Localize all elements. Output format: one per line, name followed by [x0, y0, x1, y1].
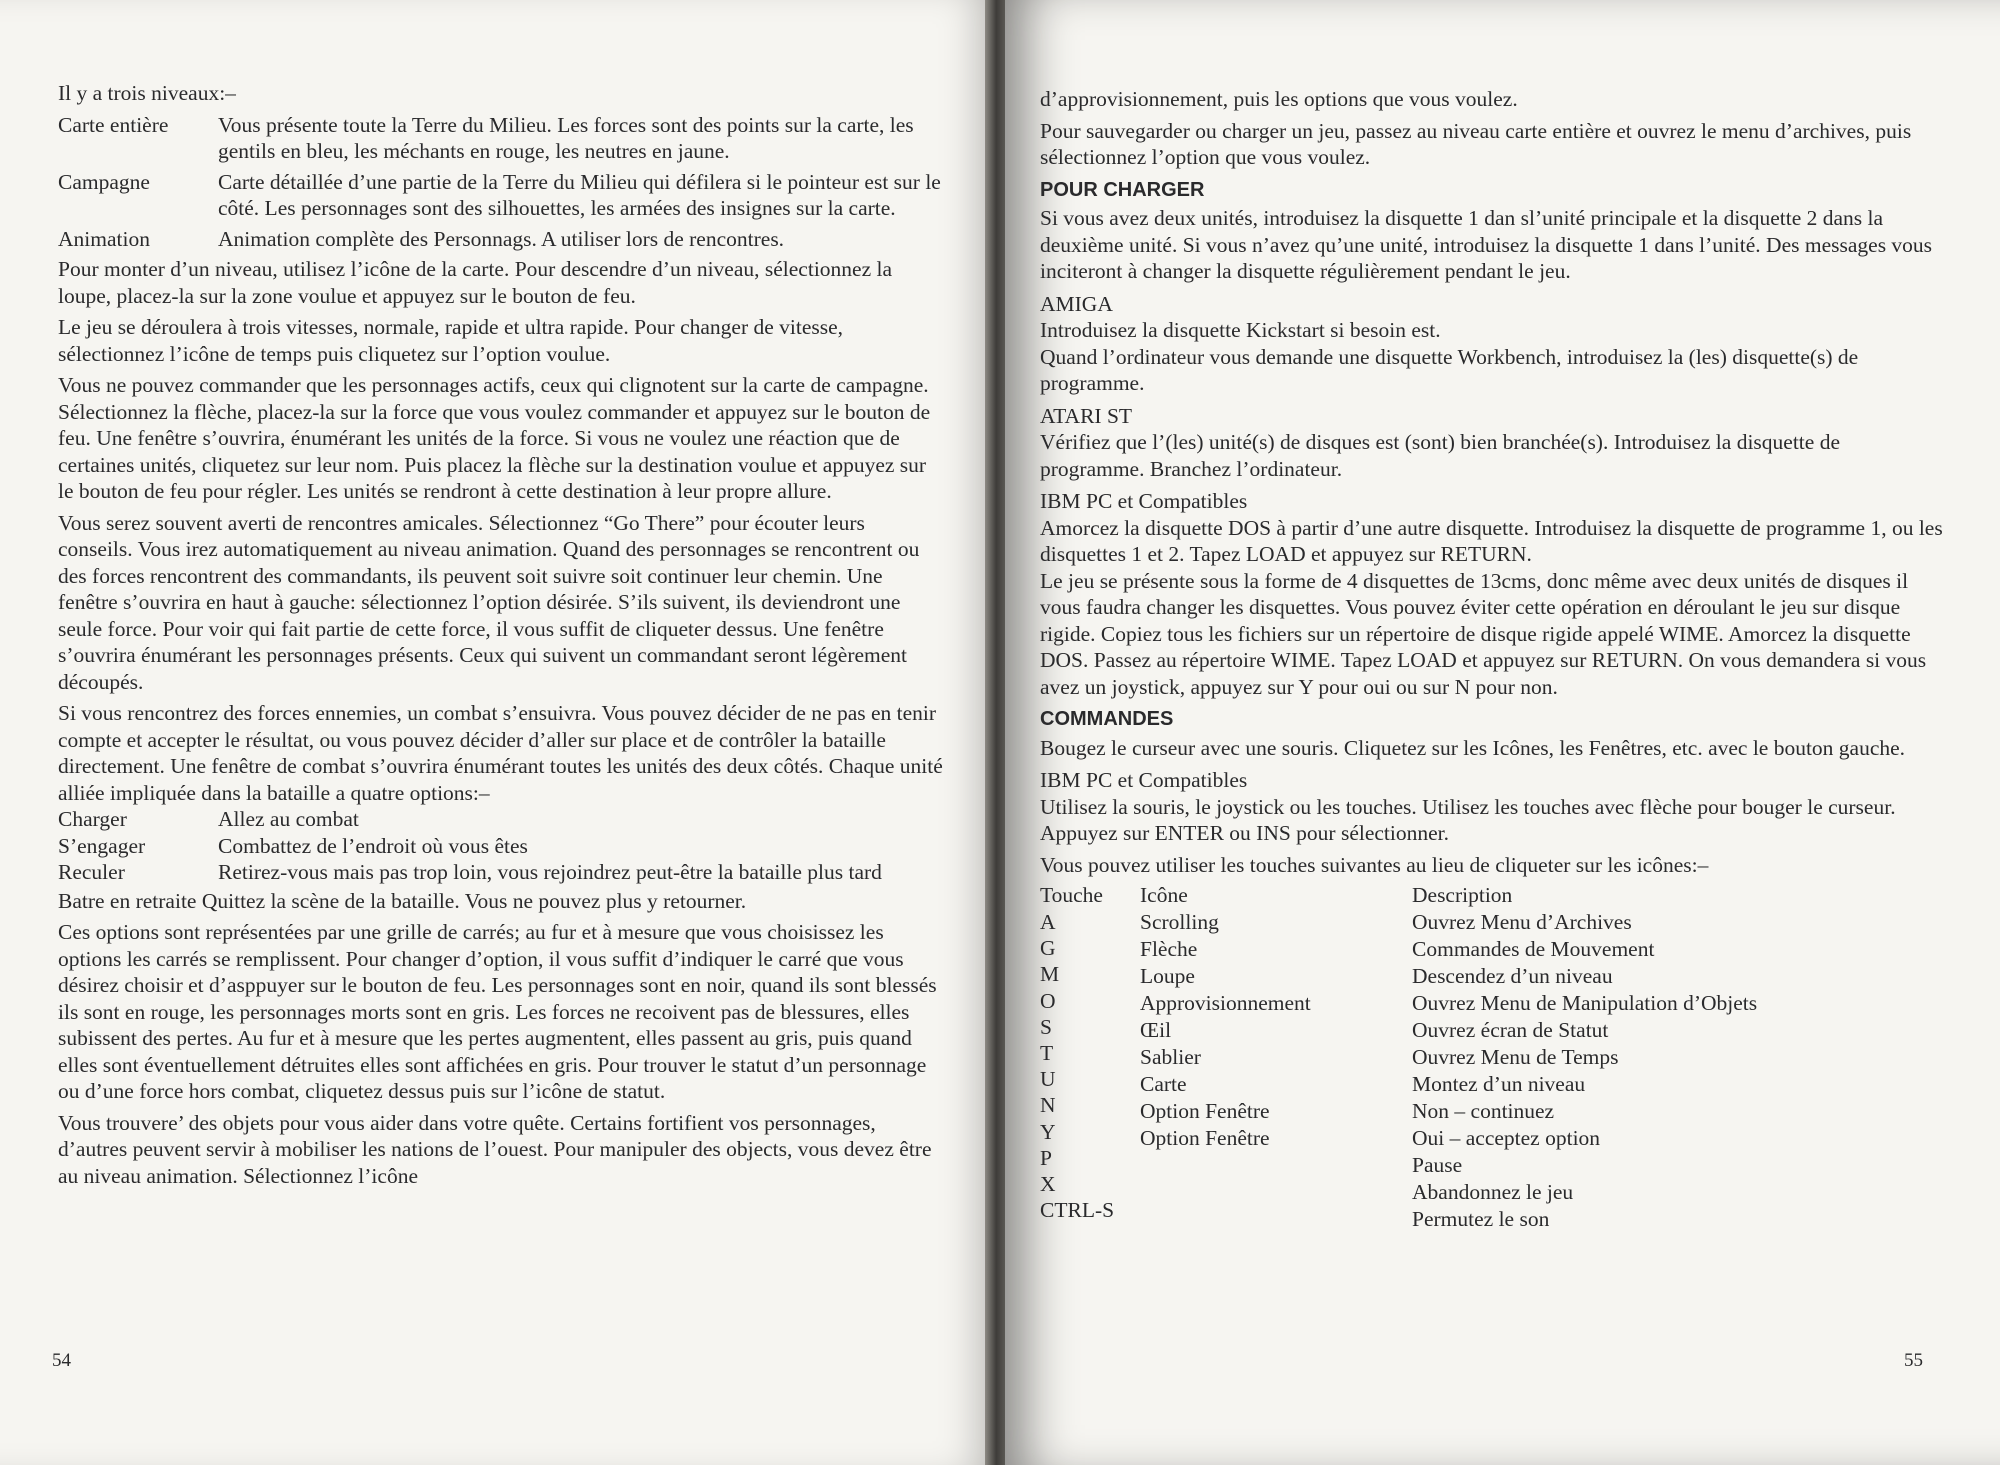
key-table: [1040, 882, 1945, 1233]
level-entry: [58, 169, 943, 222]
table-cell-icon: Option Fenêtre: [1140, 1126, 1270, 1150]
level-entry: [58, 112, 943, 165]
table-cell-description: Descendez d’un niveau: [1412, 964, 1613, 988]
table-cell-key: T: [1040, 1040, 1054, 1065]
table-cell-key: A: [1040, 910, 1056, 934]
option-entry: [58, 859, 943, 886]
table-cell-description: Pause: [1412, 1153, 1463, 1177]
table-header-description: Description: [1412, 883, 1513, 907]
table-header-icon: Icône: [1140, 883, 1188, 907]
table-cell-icon: Œil: [1140, 1018, 1172, 1042]
level-desc: Animation complète des Personnags. A utiliser lors de rencontres.: [218, 226, 785, 251]
option-term: S’engager: [58, 833, 146, 858]
table-cell-key: P: [1040, 1145, 1052, 1170]
option-entry: [58, 833, 943, 860]
paragraph: Vérifiez que l’(les) unité(s) de disques est (sont) bien branchée(s). Introduisez la disquette de programme. Branchez l’ordinateur.: [1040, 430, 1840, 481]
left-page-content: [58, 80, 943, 1194]
paragraph: Le jeu se présente sous la forme de 4 disquettes de 13cms, donc même avec deux unités de disques il vous faudra changer les disquettes. Vous pouvez éviter cette opération en déroulant le jeu sur disque rigide. Copiez tous les fichiers sur un répertoire de disque rigide appelé WIME. Amorcez la disquette DOS. Passez au répertoire WIME. Tapez LOAD et appuyez sur RETURN. On vous demandera si vous avez un joystick, appuyez sur Y pour oui ou sur N pour non.: [1040, 568, 1927, 699]
page-number: 55: [1904, 1350, 1923, 1371]
paragraph: Pour sauvegarder ou charger un jeu, passez au niveau carte entière et ouvrez le menu d’archives, puis sélectionnez l’option que vous voulez.: [1040, 118, 1912, 169]
section-heading: COMMANDES: [1040, 708, 1174, 730]
table-cell-icon: Scrolling: [1140, 910, 1219, 934]
platform-label: AMIGA: [1040, 291, 1113, 316]
table-cell-description: Ouvrez Menu d’Archives: [1412, 910, 1632, 934]
table-cell-description: Abandonnez le jeu: [1412, 1180, 1574, 1204]
paragraph: Utilisez la souris, le joystick ou les touches. Utilisez les touches avec flèche pour bouger le curseur. Appuyez sur ENTER ou INS pour sélectionner.: [1040, 794, 1896, 845]
table-cell-key: Y: [1040, 1119, 1056, 1144]
table-cell-description: Non – continuez: [1412, 1099, 1555, 1123]
levels-intro: Il y a trois niveaux:–: [58, 81, 236, 105]
table-cell-key: S: [1040, 1014, 1052, 1039]
option-entry: [58, 806, 943, 833]
option-desc: Retirez-vous mais pas trop loin, vous rejoindrez peut-être la bataille plus tard: [218, 860, 882, 884]
table-cell-description: Commandes de Mouvement: [1412, 937, 1655, 961]
paragraph: Vous serez souvent averti de rencontres amicales. Sélectionnez “Go There” pour écouter leurs conseils. Vous irez automatiquement au niveau animation. Quand des personnages se rencontrent ou des forces rencontrent des commandants, ils peuvent soit suivre soit continuer leur chemin. Une fenêtre s’ouvrira en haut à gauche: sélectionnez l’option désirée. S’ils suivent, ils deviendront une seule force. Pour voir qui fait partie de cette force, il vous suffit de cliqueter dessus. Une fenêtre s’ouvrira énumérant les personnages présents. Ceux qui suivent un commandant seront légèrement découpés.: [58, 510, 920, 694]
description-column: [1412, 882, 1945, 1233]
option-desc: Allez au combat: [218, 807, 359, 831]
option-desc: Combattez de l’endroit où vous êtes: [218, 833, 528, 858]
paragraph: Bougez le curseur avec une souris. Cliquetez sur les Icônes, les Fenêtres, etc. avec le bouton gauche.: [1040, 735, 1906, 760]
platform-label: IBM PC et Compatibles: [1040, 768, 1248, 792]
table-cell-description: Ouvrez Menu de Manipulation d’Objets: [1412, 991, 1758, 1015]
table-cell-key: U: [1040, 1067, 1056, 1092]
table-cell-icon: Carte: [1140, 1072, 1187, 1096]
level-term: Carte entière: [58, 112, 169, 137]
paragraph: Quand l’ordinateur vous demande une disquette Workbench, introduisez la (les) disquette(s) de programme.: [1040, 344, 1859, 395]
section-heading: POUR CHARGER: [1040, 178, 1205, 201]
paragraph: Vous pouvez utiliser les touches suivantes au lieu de cliqueter sur les icônes:–: [1040, 852, 1709, 877]
paragraph: Pour monter d’un niveau, utilisez l’icône de la carte. Pour descendre d’un niveau, sélectionnez la loupe, placez-la sur la zone voulue et appuyez sur le bouton de feu.: [58, 257, 893, 308]
table-cell-icon: Option Fenêtre: [1140, 1099, 1270, 1123]
left-page: [0, 0, 990, 1465]
key-column: [1040, 882, 1140, 1233]
platform-label: IBM PC et Compatibles: [1040, 489, 1248, 513]
table-cell-key: X: [1040, 1171, 1056, 1196]
table-cell-icon: Sablier: [1140, 1045, 1201, 1069]
level-desc: Carte détaillée d’une partie de la Terre du Milieu qui défilera si le pointeur est sur le côté. Les personnages sont des silhouettes, les armées des insignes sur la carte.: [218, 169, 941, 220]
paragraph: Ces options sont représentées par une grille de carrés; au fur et à mesure que vous choisissez les options les carrés se remplissent. Pour changer d’option, il vous suffit d’indiquer le carré que vous désirez choisir et d’asppuyer sur le bouton de feu. Les personnages sont en noir, quand ils sont blessés ils sont en rouge, les personnages morts sont en gris. Les forces ne recoivent pas de blessures, elles subissent des pertes. Au fur et à mesure que les pertes augmentent, elles passent au gris, puis quand elles sont éventuellement détruites elles sont affichées en gris. Pour trouver le statut d’un personnage ou d’une force hors combat, cliquetez dessus puis sur l’icône de statut.: [58, 920, 937, 1103]
table-cell-key: CTRL-S: [1040, 1198, 1115, 1223]
table-cell-description: Ouvrez écran de Statut: [1412, 1018, 1609, 1042]
platform-label: ATARI ST: [1040, 403, 1133, 428]
level-desc: Vous présente toute la Terre du Milieu. Les forces sont des points sur la carte, les gentils en bleu, les méchants en rouge, les neutres en jaune.: [218, 112, 914, 163]
table-cell-icon: Flèche: [1140, 937, 1198, 961]
option-term: Charger: [58, 807, 127, 831]
paragraph: Vous trouvere’ des objets pour vous aider dans votre quête. Certains fortifient vos personnages, d’autres peuvent servir à mobiliser les nations de l’ouest. Pour manipuler des objects, vous devez être au niveau animation. Sélectionnez l’icône: [58, 1110, 932, 1188]
option-term: Reculer: [58, 860, 125, 884]
level-entry: [58, 226, 943, 253]
right-page: [1005, 0, 2000, 1465]
paragraph: Si vous rencontrez des forces ennemies, un combat s’ensuivra. Vous pouvez décider de ne pas en tenir compte et accepter le résultat, ou vous pouvez décider d’aller sur place et de contrôler la bataille directement. Une fenêtre de combat s’ouvrira énumérant toutes les unités des deux côtés. Chaque unité alliée impliquée dans la bataille a quatre options:–: [58, 701, 943, 805]
table-cell-key: G: [1040, 936, 1056, 961]
right-page-content: [1040, 86, 1945, 1233]
paragraph: Introduisez la disquette Kickstart si besoin est.: [1040, 318, 1441, 342]
table-cell-description: Permutez le son: [1412, 1207, 1550, 1231]
level-term: Animation: [58, 226, 150, 251]
paragraph: Si vous avez deux unités, introduisez la disquette 1 dan sl’unité principale et la disquette 2 dans la deuxième unité. Si vous n’avez qu’une unité, introduisez la disquette 1 dans l’unité. Des messages vous inciteront à changer la disquette régulièrement pendant le jeu.: [1040, 206, 1933, 283]
table-cell-description: Ouvrez Menu de Temps: [1412, 1045, 1619, 1069]
table-cell-key: M: [1040, 962, 1060, 987]
table-cell-description: Montez d’un niveau: [1412, 1072, 1586, 1096]
icon-column: [1140, 882, 1412, 1233]
paragraph: Le jeu se déroulera à trois vitesses, normale, rapide et ultra rapide. Pour changer de vitesse, sélectionnez l’icône de temps puis cliquetez sur l’option voulue.: [58, 315, 844, 366]
paragraph: Vous ne pouvez commander que les personnages actifs, ceux qui clignotent sur la carte de campagne. Sélectionnez la flèche, placez-la sur la force que vous voulez commander et appuyez sur le bouton de feu. Une fenêtre s’ouvrira, énumérant les unités de la force. Si vous ne voulez une réaction que de certaines unités, cliquetez sur leur nom. Puis placez la flèche sur la destination voulue et appuyez sur le bouton de feu pour régler. Les unités se rendront à cette destination à leur propre allure.: [58, 373, 931, 503]
paragraph: d’approvisionnement, puis les options que vous voulez.: [1040, 87, 1518, 111]
table-header-key: Touche: [1040, 883, 1103, 907]
table-cell-icon: Approvisionnement: [1140, 991, 1311, 1015]
table-cell-description: Oui – acceptez option: [1412, 1126, 1601, 1150]
level-term: Campagne: [58, 169, 150, 194]
page-number: 54: [52, 1350, 71, 1371]
table-cell-key: N: [1040, 1093, 1056, 1118]
table-cell-key: O: [1040, 988, 1056, 1013]
table-cell-icon: Loupe: [1140, 964, 1195, 988]
paragraph: Amorcez la disquette DOS à partir d’une autre disquette. Introduisez la disquette de programme 1, ou les disquettes 1 et 2. Tapez LOAD et appuyez sur RETURN.: [1040, 515, 1943, 566]
retreat-option: Batre en retraite Quittez la scène de la bataille. Vous ne pouvez plus y retourner.: [58, 888, 747, 913]
